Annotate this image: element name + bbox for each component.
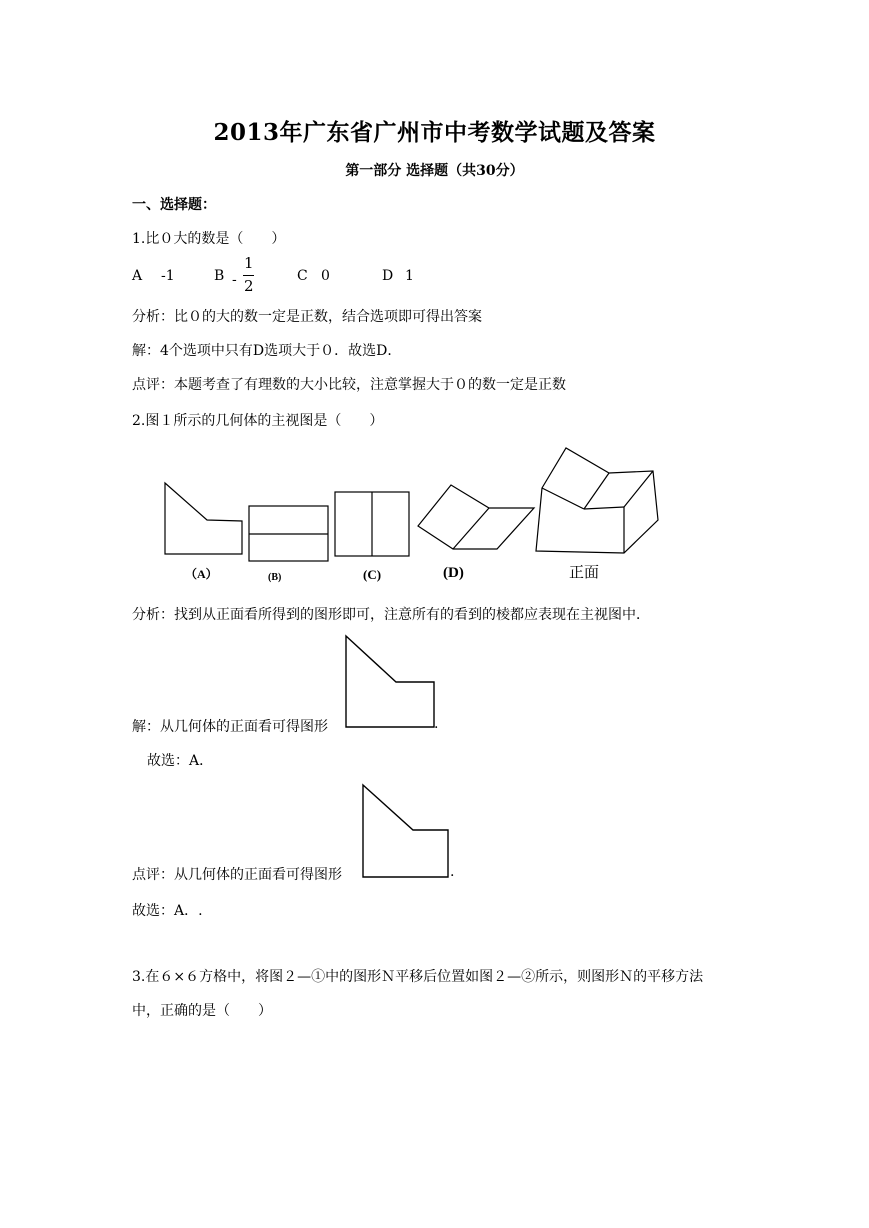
label-front: 正面 [569,563,600,581]
label-a: （A） [185,567,218,581]
q3-stem-line2: 中，正确的是（ ） [132,1003,272,1019]
q2-solution-figure [340,633,440,733]
fraction-numerator: 1 [244,254,254,272]
q1-option-c-value: 0 [321,268,330,284]
q2-comment: 点评：从几何体的正面看可得图形 [132,867,342,883]
q1-solution: 解：4个选项中只有D选项大于０．故选D． [132,343,402,359]
q2-stem: 2.图１所示的几何体的主视图是（ ） [132,413,384,429]
option-a-shape [165,483,242,554]
part-subtitle: 第一部分 选择题（共30分） [345,163,524,179]
q1-analysis: 分析：比０的大的数一定是正数，结合选项即可得出答案 [132,309,482,325]
option-c-shape [335,492,409,556]
option-b-shape [249,506,328,561]
label-d: (D) [443,565,464,581]
q1-stem: 1.比０大的数是（ ） [132,231,286,247]
option-d-shape [418,485,534,549]
q1-option-a-value: -1 [161,268,175,284]
q2-analysis: 分析：找到从正面看所得到的图形即可，注意所有的看到的棱都应表现在主视图中． [132,607,650,623]
q2-choose-2: 故选：A．. [132,903,203,919]
q2-choose-1: 故选：A． [147,753,214,769]
q1-comment: 点评：本题考查了有理数的大小比较，注意掌握大于０的数一定是正数 [132,377,566,393]
q1-option-a-letter: A [132,268,143,284]
q1-option-b-letter: B [214,268,225,284]
q2-comment-period: . [450,864,455,880]
label-c: (C) [363,567,382,582]
q1-option-d-letter: D [382,268,394,284]
q2-figure [0,0,869,600]
label-b: (B) [268,572,282,583]
fraction-denominator: 2 [244,277,254,295]
section-heading: 一、选择题： [132,197,216,213]
page-title: 2013年广东省广州市中考数学试题及答案 [213,119,656,146]
q3-stem-line1: 3.在６×６方格中，将图２—①中的图形Ｎ平移后位置如图２—②所示，则图形Ｎ的平移方法 [132,969,704,985]
q1-option-c-letter: C [297,268,308,284]
q1-option-d-value: 1 [405,268,414,284]
q2-solution-period: . [434,716,439,732]
fraction-minus-sign: - [232,272,237,288]
q2-solution: 解：从几何体的正面看可得图形 [132,719,328,735]
q2-comment-figure [358,782,458,882]
solid-figure [536,448,658,553]
